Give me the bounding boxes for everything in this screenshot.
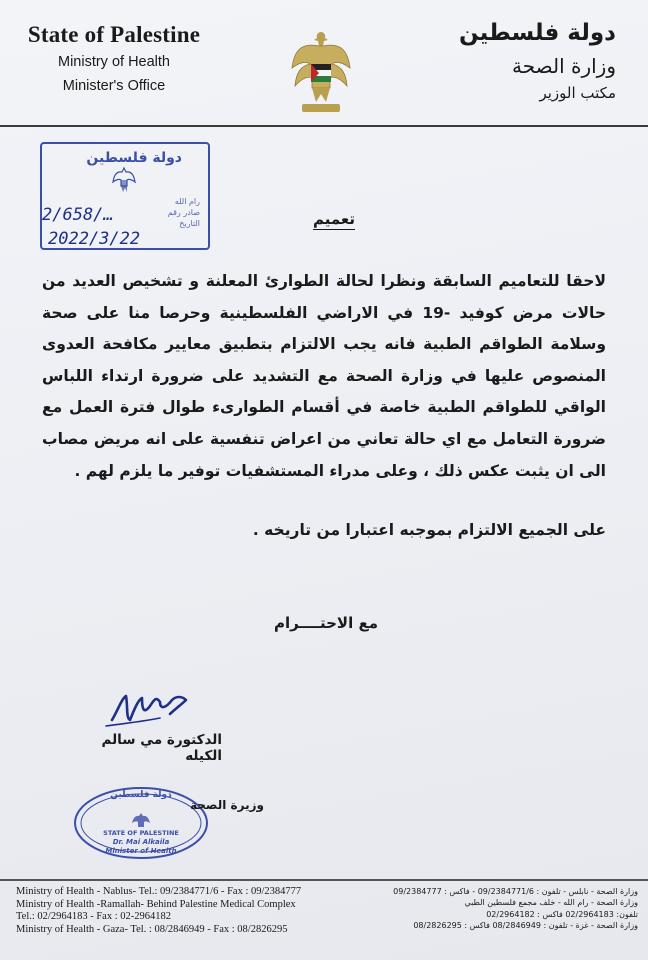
footer-english [16,886,346,936]
oval-stamp-en2: Dr. Mai Alkaila [112,838,170,846]
oval-stamp-en1: STATE OF PALESTINE [103,829,179,837]
footer-line: Ministry of Health - Nablus- Tel.: 09/2384771/6 - Fax : 09/2384777 [16,886,302,897]
footer-line: Ministry of Health -Ramallah- Behind Palestine Medical Complex [16,898,296,910]
ministry-name-en: Ministry of Health [57,54,170,70]
body-paragraph: لاحقا للتعاميم السابقة ونظرا لحالة الطوارئ المعلنة و تشخيص العديد من حالات مرض كوفيد -19 في الاراضي الفلسطينية وحرصا منا على صحة وسلامة الطواقم الطبية فانه يجب الالتزام بتطبيق معايير مكافحة العدوى المنصوص عليها في وزارة الصحة مع التشديد على ضرورة ارتداء اللباس الواقي للطواقم الطبية خاصة في أقسام الطوارىء طوال فترة العمل مع ضرورة التعامل مع اي حالة تعاني من اعراض تنفسية على انه مريض مصاب الى ان يثبت عكس ذلك ، وعلى مدراء المستشفيات توفير ما يلزم لهم . [42,272,607,480]
minister-oval-stamp [72,783,264,861]
oval-stamp-emblem-icon [132,813,150,827]
oval-stamp-ministry: وزيرة الصحة [190,798,264,812]
office-name-en: Minister's Office [62,78,166,94]
footer-line-ar: تلفون: 02/2964183 فاكس : 02/2964182 [486,909,638,919]
header-divider [0,125,648,127]
stamp-emblem-icon [112,166,136,194]
state-name-ar: دولة فلسطين [458,20,616,46]
stamp-line: رام الله [174,197,200,206]
handwritten-signature [100,680,210,740]
header-arabic [446,20,616,102]
handwritten-number: 2/658/… [42,205,114,225]
footer-divider [0,879,648,881]
oval-stamp-top: دولة فلسطين [110,790,172,800]
footer-line: Tel.: 02/2964183 - Fax : 02-2964182 [16,911,172,923]
state-name-en: State of Palestine [27,22,201,47]
office-name-ar: مكتب الوزير [539,84,616,102]
stamp-line: التاريخ [179,219,200,228]
footer-line: Ministry of Health - Gaza- Tel. : 08/2846949 - Fax : 08/2826295 [16,923,288,935]
handwritten-date: 2022/3/22 [48,229,141,249]
stamp-line: صادر رقم [167,208,200,217]
footer-line-ar: وزارة الصحة - رام الله - خلف مجمع فلسطين الطبي [464,898,638,908]
oval-stamp-en3: Minister of Health [105,847,177,855]
stamp-title: دولة فلسطين [86,150,182,166]
subject-heading [0,210,648,228]
signer-name: الدكتورة مي سالم الكيله [101,732,222,764]
ministry-name-ar: وزارة الصحة [512,54,616,78]
footer-line-ar: وزارة الصحة - غزة - تلفون : 08/2846949 فاكس : 08/2826295 [413,921,638,931]
subject-text: تعميم [312,210,356,228]
body-paragraph-2: على الجميع الالتزام بموجبه اعتبارا من تاريخه . [252,521,606,539]
footer-line-ar: وزارة الصحة - نابلس - تلفون : 09/2384771/6 - فاكس : 09/2384777 [393,887,638,896]
header-english [14,22,214,94]
palestine-eagle-emblem-icon [290,28,352,120]
footer-arabic [376,886,638,932]
regards-line: مع الاحتــــرام [274,614,378,632]
